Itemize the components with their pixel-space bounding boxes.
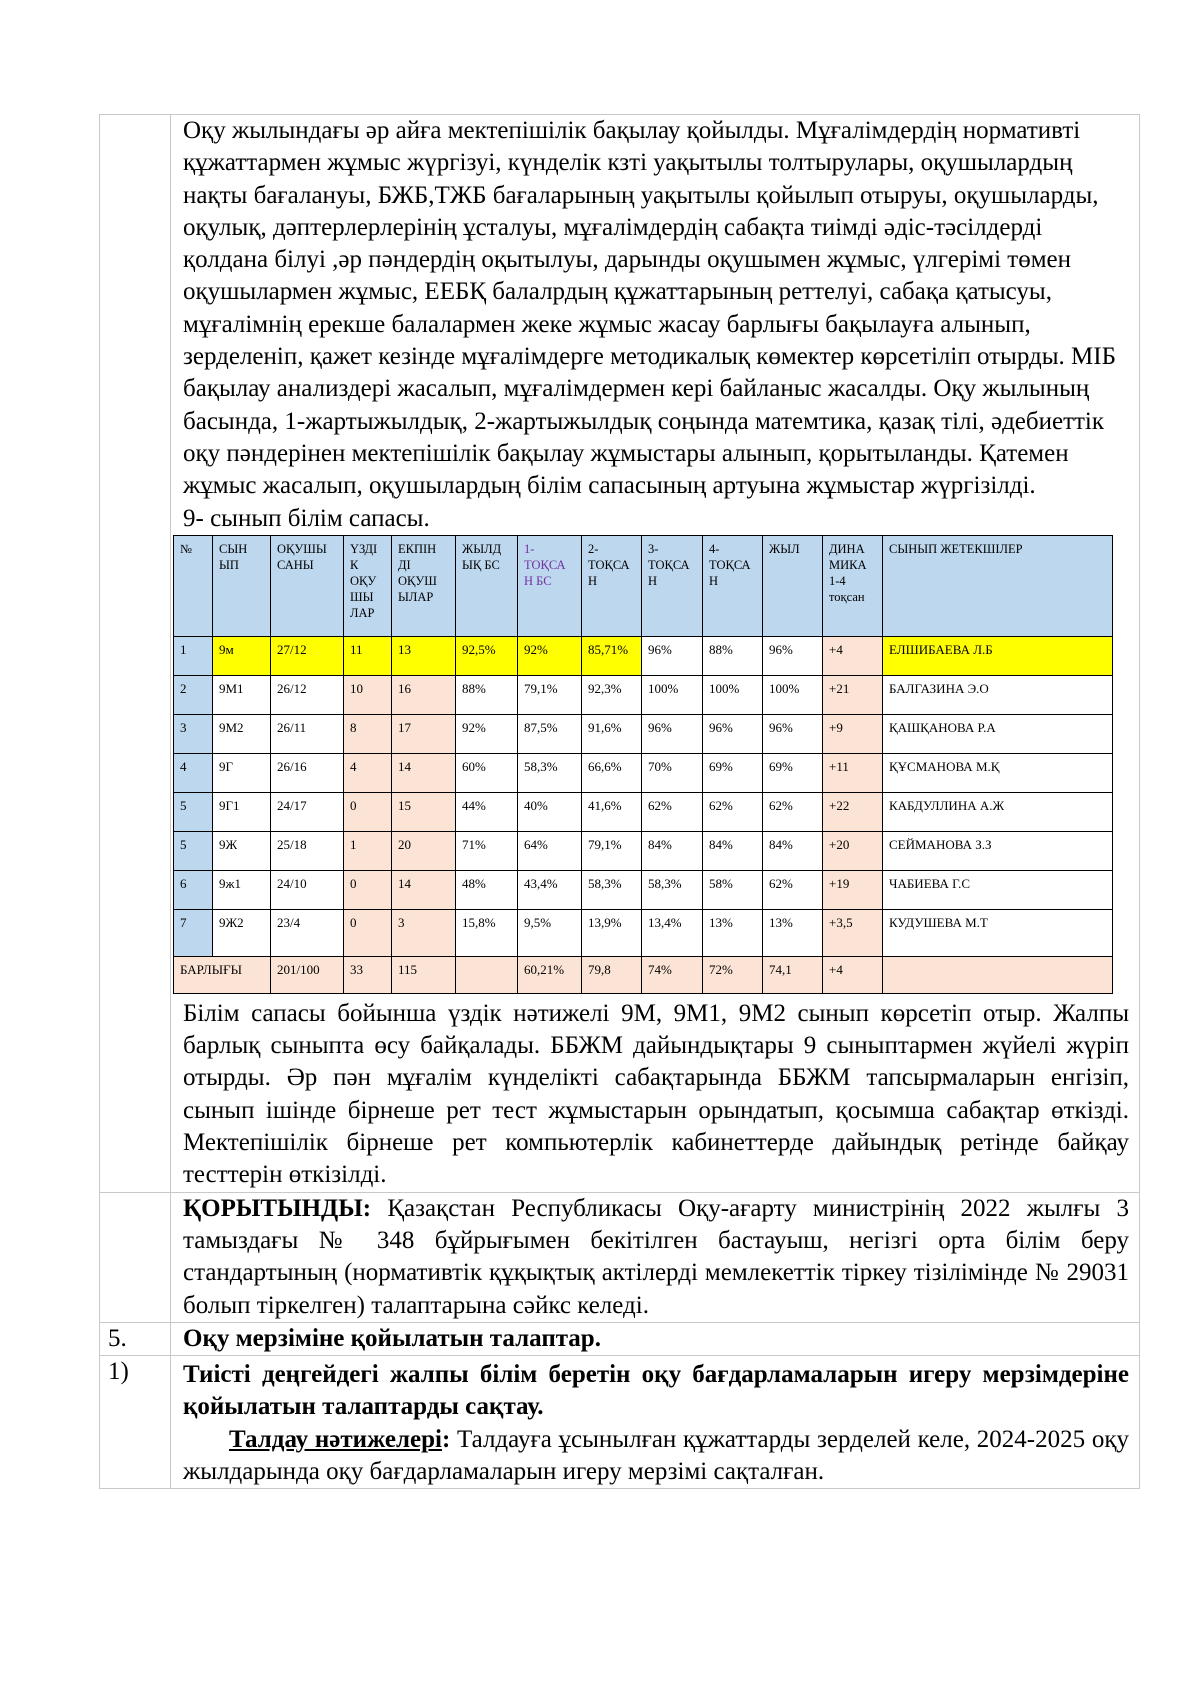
table-cell: 13% bbox=[703, 909, 763, 956]
table-cell: 9Г1 bbox=[213, 792, 271, 831]
table-caption: 9- сынып білім сапасы. bbox=[183, 504, 430, 532]
table-cell: 6 bbox=[174, 870, 213, 909]
table-cell: 92,5% bbox=[456, 636, 518, 675]
grade9-quality-table bbox=[173, 535, 1113, 994]
item1-number: 1) bbox=[100, 1356, 171, 1489]
table-total-row bbox=[174, 956, 1113, 993]
table-cell: 15 bbox=[392, 792, 456, 831]
total-year: 74,1 bbox=[763, 956, 823, 993]
table-cell: 5 bbox=[174, 792, 213, 831]
table-cell: КАБДУЛЛИНА А.Ж bbox=[883, 792, 1113, 831]
table-cell: +11 bbox=[823, 753, 883, 792]
table-cell: 11 bbox=[344, 636, 392, 675]
table-cell: 84% bbox=[763, 831, 823, 870]
table-cell: +22 bbox=[823, 792, 883, 831]
table-cell: 88% bbox=[703, 636, 763, 675]
table-cell: 27/12 bbox=[271, 636, 344, 675]
table-row bbox=[174, 870, 1113, 909]
table-cell: 26/11 bbox=[271, 714, 344, 753]
table-cell: 4 bbox=[174, 753, 213, 792]
total-q4: 72% bbox=[703, 956, 763, 993]
table-cell: 92% bbox=[518, 636, 582, 675]
table-row bbox=[174, 753, 1113, 792]
table-cell: 13% bbox=[763, 909, 823, 956]
table-cell: 9,5% bbox=[518, 909, 582, 956]
header-year: ЖЫЛ bbox=[763, 535, 823, 636]
table-cell: 66,6% bbox=[582, 753, 642, 792]
analysis-label: Талдау нәтижелері bbox=[229, 1425, 442, 1453]
table-cell: 91,6% bbox=[582, 714, 642, 753]
table-cell: 58,3% bbox=[582, 870, 642, 909]
row-conclusion bbox=[100, 1192, 1140, 1322]
table-cell: 62% bbox=[763, 870, 823, 909]
table-cell: 62% bbox=[642, 792, 703, 831]
table-cell: 9Г bbox=[213, 753, 271, 792]
table-cell: +9 bbox=[823, 714, 883, 753]
table-cell: 96% bbox=[703, 714, 763, 753]
table-cell: 14 bbox=[392, 870, 456, 909]
header-q1: 1- ТОҚСА Н БС bbox=[518, 535, 582, 636]
table-cell: 24/17 bbox=[271, 792, 344, 831]
header-q4: 4- ТОҚСА Н bbox=[703, 535, 763, 636]
table-cell: 0 bbox=[344, 870, 392, 909]
table-cell: 5 bbox=[174, 831, 213, 870]
table-row bbox=[174, 909, 1113, 956]
table-cell: БАЛГАЗИНА Э.О bbox=[883, 675, 1113, 714]
section5-number: 5. bbox=[100, 1322, 171, 1355]
header-class: СЫН ЫП bbox=[213, 535, 271, 636]
table-cell: +19 bbox=[823, 870, 883, 909]
intro-paragraph: Оқу жылындағы әр айға мектепішілік бақылау қойылды. Мұғалімдердің нормативті құжаттармен жұмыс жүргізуі, күнделік кзті уақытылы толтырулары, оқушылардың нақты бағалануы, БЖБ,ТЖБ бағаларының уақытылы қойылып отыруы, оқушыларды, оқулық, дәптерлерлерінің ұсталуы, мұғалімдердің сабақта тиімді әдіс-тәсілдерді қолдана білуі ,әр пәндердің оқытылуы, дарынды оқушымен жұмыс, үлгерімі төмен оқушылармен жұмыс, ЕЕБҚ балалрдың құжаттарының реттелуі, сабақа қатысуы, мұғалімнің ерекше балалармен жеке жұмыс жасау барлығы бақылауға алынып, зерделеніп, қажет кезінде мұғалімдерге методикалық көмектер көрсетіліп отырды. МІБ бақылау анализдері жасалып, мұғалімдермен кері байланыс жасалды. Оқу жылының басында, 1-жартыжылдық, 2-жартыжылдық соңында матемтика, қазақ тілі, әдебиеттік оқу пәндерінен мектепішілік бақылау жұмыстары алынып, қорытыланды. Қатемен жұмыс жасалып, оқушылардың білім сапасының артуына жұмыстар жүргізілді. bbox=[183, 117, 1116, 500]
table-cell: 25/18 bbox=[271, 831, 344, 870]
table-cell: 1 bbox=[344, 831, 392, 870]
table-cell: 9М1 bbox=[213, 675, 271, 714]
table-cell: 92% bbox=[456, 714, 518, 753]
total-q3: 74% bbox=[642, 956, 703, 993]
table-cell: 79,1% bbox=[518, 675, 582, 714]
table-cell: 58% bbox=[703, 870, 763, 909]
table-cell: 7 bbox=[174, 909, 213, 956]
table-cell: 100% bbox=[642, 675, 703, 714]
table-cell: ЕЛШИБАЕВА Л.Б bbox=[883, 636, 1113, 675]
conclusion-cell bbox=[171, 1192, 1140, 1322]
table-cell: 92,3% bbox=[582, 675, 642, 714]
table-cell: 43,4% bbox=[518, 870, 582, 909]
table-cell: 64% bbox=[518, 831, 582, 870]
school-control-cell bbox=[171, 115, 1140, 1193]
table-cell: 9м bbox=[213, 636, 271, 675]
total-excellent: 33 bbox=[344, 956, 392, 993]
table-cell: 62% bbox=[763, 792, 823, 831]
item1-title: Тиісті деңгейдегі жалпы білім беретін оқу бағдарламаларын игеру мерзімдеріне қойылатын талаптарды сақтау. bbox=[183, 1361, 1129, 1421]
table-cell: 9М2 bbox=[213, 714, 271, 753]
table-row bbox=[174, 792, 1113, 831]
total-students: 201/100 bbox=[271, 956, 344, 993]
table-cell: 69% bbox=[703, 753, 763, 792]
table-cell: +21 bbox=[823, 675, 883, 714]
conclusion-label: ҚОРЫТЫНДЫ: bbox=[183, 1194, 372, 1222]
table-row bbox=[174, 831, 1113, 870]
table-cell: 14 bbox=[392, 753, 456, 792]
analysis-paragraph bbox=[183, 1424, 1129, 1489]
table-cell: 0 bbox=[344, 792, 392, 831]
row-section-5 bbox=[100, 1322, 1140, 1355]
table-cell: 60% bbox=[456, 753, 518, 792]
table-cell: 3 bbox=[392, 909, 456, 956]
table-row bbox=[174, 714, 1113, 753]
table-cell: 9Ж2 bbox=[213, 909, 271, 956]
table-cell: 96% bbox=[763, 714, 823, 753]
table-cell: 48% bbox=[456, 870, 518, 909]
header-q3: 3- ТОҚСА Н bbox=[642, 535, 703, 636]
conclusion-text: Қазақстан Республикасы Оқу-ағарту министрінің 2022 жылғы 3 тамыздағы № 348 бұйрығымен бекітілген бастауыш, негізгі орта білім беру стандартының (нормативтік құқықтық актілерді мемлекеттік тіркеу тізілімінде № 29031 болып тіркелген) талаптарына сәйкс келеді. bbox=[183, 1194, 1129, 1319]
table-cell: 100% bbox=[703, 675, 763, 714]
table-cell: 16 bbox=[392, 675, 456, 714]
table-cell: 70% bbox=[642, 753, 703, 792]
table-cell: 13 bbox=[392, 636, 456, 675]
table-cell: 13,4% bbox=[642, 909, 703, 956]
table-row bbox=[174, 636, 1113, 675]
table-cell: 15,8% bbox=[456, 909, 518, 956]
table-cell: 62% bbox=[703, 792, 763, 831]
header-teachers: СЫНЫП ЖЕТЕКШІЛЕР bbox=[883, 535, 1113, 636]
row-number-empty bbox=[100, 115, 171, 1193]
analysis-colon: : bbox=[441, 1425, 451, 1453]
table-cell: +3,5 bbox=[823, 909, 883, 956]
table-cell: 26/12 bbox=[271, 675, 344, 714]
table-cell: ҚҰСМАНОВА М.Қ bbox=[883, 753, 1113, 792]
table-cell: 58,3% bbox=[642, 870, 703, 909]
total-empty bbox=[456, 956, 518, 993]
table-cell: 9Ж bbox=[213, 831, 271, 870]
row-item-1 bbox=[100, 1356, 1140, 1489]
header-excellent: ҮЗДІ К ОҚУ ШЫ ЛАР bbox=[344, 535, 392, 636]
table-cell: 13,9% bbox=[582, 909, 642, 956]
header-good: ЕКПІН ДІ ОҚУШ ЫЛАР bbox=[392, 535, 456, 636]
total-empty bbox=[883, 956, 1113, 993]
total-label: БАРЛЫҒЫ bbox=[174, 956, 271, 993]
table-cell: 96% bbox=[763, 636, 823, 675]
table-cell: 24/10 bbox=[271, 870, 344, 909]
row-number-empty bbox=[100, 1192, 171, 1322]
after-table-paragraph: Білім сапасы бойынша үздік нәтижелі 9М, 9М1, 9М2 сынып көрсетіп отыр. Жалпы барлық сыныпта өсу байқалады. ББЖМ дайындықтары 9 сыныптармен жүйелі жүріп отырды. Әр пән мұғалім күнделікті сабақтарында ББЖМ тапсырмаларын енгізіп, сынып ішінде бірнеше рет тест жұмыстарын орындатып, қосымша сабақтар өткізді. Мектепішілік бірнеше рет компьютерлік кабинеттерде дайындық ретінде байқау тесттерін өткізілді. bbox=[183, 999, 1129, 1189]
table-cell: 9ж1 bbox=[213, 870, 271, 909]
table-cell: 84% bbox=[703, 831, 763, 870]
table-cell: 84% bbox=[642, 831, 703, 870]
table-cell: ҚАШҚАНОВА Р.А bbox=[883, 714, 1113, 753]
table-cell: СЕЙМАНОВА З.З bbox=[883, 831, 1113, 870]
table-cell: 88% bbox=[456, 675, 518, 714]
document-table bbox=[99, 114, 1140, 1489]
table-cell: 40% bbox=[518, 792, 582, 831]
total-q1: 60,21% bbox=[518, 956, 582, 993]
table-cell: 87,5% bbox=[518, 714, 582, 753]
table-cell: 96% bbox=[642, 636, 703, 675]
analysis-text: Талдауға ұсынылған құжаттарды зерделей келе, 2024-2025 оқу жылдарында оқу бағдарламаларын игеру мерзімі сақталған. bbox=[183, 1425, 1129, 1486]
table-cell: 17 bbox=[392, 714, 456, 753]
header-students: ОҚУШЫ САНЫ bbox=[271, 535, 344, 636]
table-cell: 44% bbox=[456, 792, 518, 831]
table-cell: 2 bbox=[174, 675, 213, 714]
table-header-row bbox=[174, 535, 1113, 636]
table-cell: 23/4 bbox=[271, 909, 344, 956]
table-cell: 20 bbox=[392, 831, 456, 870]
table-cell: +20 bbox=[823, 831, 883, 870]
table-cell: 71% bbox=[456, 831, 518, 870]
row-school-control bbox=[100, 115, 1140, 1193]
section5-title: Оқу мерзіміне қойылатын талаптар. bbox=[171, 1322, 1140, 1355]
table-cell: 100% bbox=[763, 675, 823, 714]
table-cell: 10 bbox=[344, 675, 392, 714]
total-q2: 79,8 bbox=[582, 956, 642, 993]
table-cell: 85,71% bbox=[582, 636, 642, 675]
table-cell: 79,1% bbox=[582, 831, 642, 870]
total-dynamics: +4 bbox=[823, 956, 883, 993]
table-cell: 1 bbox=[174, 636, 213, 675]
total-good: 115 bbox=[392, 956, 456, 993]
table-row bbox=[174, 675, 1113, 714]
header-q2: 2- ТОҚСА Н bbox=[582, 535, 642, 636]
table-cell: 58,3% bbox=[518, 753, 582, 792]
header-dynamics: ДИНА МИКА 1-4 тоқсан bbox=[823, 535, 883, 636]
item1-cell bbox=[171, 1356, 1140, 1489]
table-cell: 4 bbox=[344, 753, 392, 792]
header-annual-quality: ЖЫЛД ЫҚ БС bbox=[456, 535, 518, 636]
table-cell: 96% bbox=[642, 714, 703, 753]
table-cell: 3 bbox=[174, 714, 213, 753]
table-cell: 69% bbox=[763, 753, 823, 792]
table-cell: +4 bbox=[823, 636, 883, 675]
table-cell: 0 bbox=[344, 909, 392, 956]
table-cell: 41,6% bbox=[582, 792, 642, 831]
table-cell: ЧАБИЕВА Г.С bbox=[883, 870, 1113, 909]
header-no: № bbox=[174, 535, 213, 636]
table-cell: 26/16 bbox=[271, 753, 344, 792]
table-cell: 8 bbox=[344, 714, 392, 753]
table-cell: КУДУШЕВА М.Т bbox=[883, 909, 1113, 956]
